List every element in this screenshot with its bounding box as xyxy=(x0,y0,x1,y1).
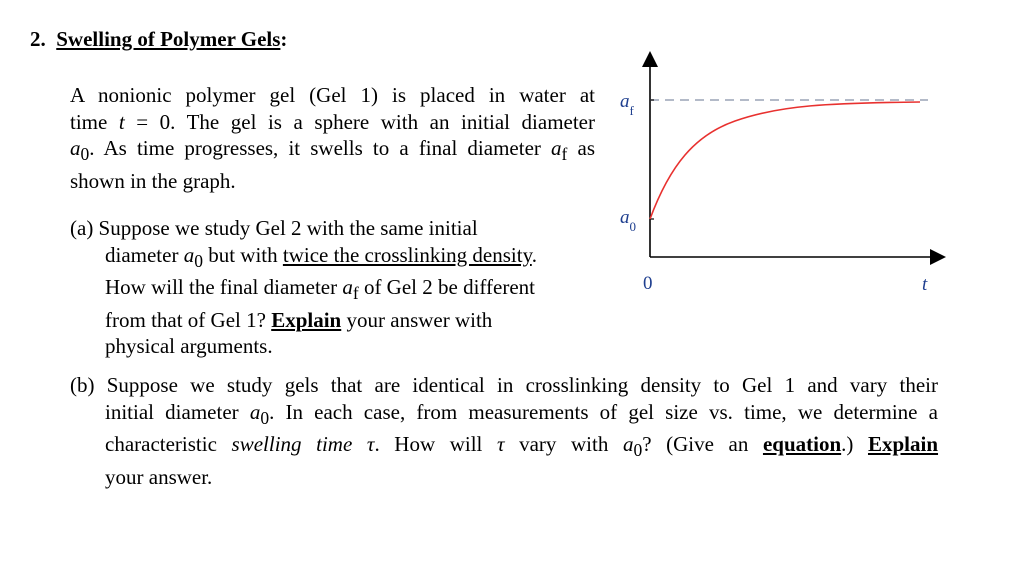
part-b xyxy=(70,372,938,490)
part-a xyxy=(70,215,610,360)
part-a-line: (a) Suppose we study Gel 2 with the same initial xyxy=(70,216,478,240)
problem-number: 2. xyxy=(30,27,46,51)
swelling-curve xyxy=(650,102,920,219)
intro-line: shown in the graph. xyxy=(70,168,236,193)
part-b-line: initial diameter $a_0$. In each case, from measurements of gel size vs. time, we determine a xyxy=(105,399,938,428)
intro-line: A nonionic polymer gel (Gel 1) is placed in water at xyxy=(70,83,595,107)
problem-heading: 2. Swelling of Polymer Gels: xyxy=(30,27,288,51)
swelling-graph xyxy=(610,45,950,305)
af-label: $a_f$ xyxy=(620,91,634,118)
t-axis-label: t xyxy=(922,274,928,295)
a0-label: $a_0$ xyxy=(620,207,636,234)
part-a-line: physical arguments. xyxy=(105,334,273,359)
part-b-line: (b) Suppose we study gels that are identical in crosslinking density to Gel 1 and vary their xyxy=(70,373,938,397)
part-b-line: characteristic swelling time τ. How will τ vary with $a_0$? (Give an equation.) Explain xyxy=(105,432,939,461)
part-a-line: How will the final diameter $a_f$ of Gel 2 be different xyxy=(105,275,535,304)
problem-title: Swelling of Polymer Gels xyxy=(56,27,281,51)
part-b-line: your answer. xyxy=(105,464,213,489)
part-a-line: diameter $a_0$ but with twice the crosslinking density. xyxy=(105,242,537,271)
origin-label: 0 xyxy=(643,273,653,294)
intro-line: $a_0$. As time progresses, it swells to a final diameter $a_f$ as xyxy=(70,136,595,165)
part-a-line: from that of Gel 1? Explain your answer with xyxy=(105,307,493,332)
intro-paragraph xyxy=(70,82,595,194)
intro-line: time t = 0. The gel is a sphere with an initial diameter xyxy=(70,109,595,134)
